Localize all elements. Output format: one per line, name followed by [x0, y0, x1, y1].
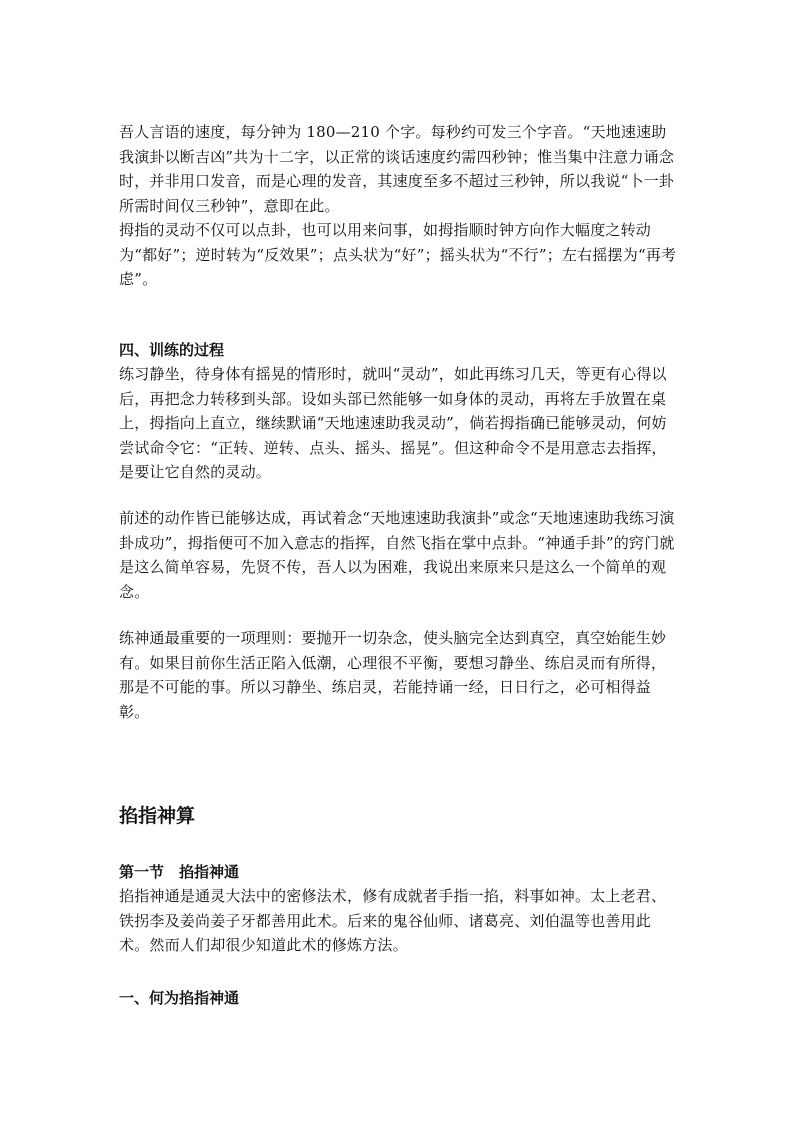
- paragraph-thumb-movement: 拇指的灵动不仅可以点卦，也可以用来问事，如拇指顺时钟方向作大幅度之转动为“都好”；逆时转为“反效果”；点头状为“好”；摇头状为“不行”；左右摇摆为“再考虑”。: [119, 221, 677, 288]
- training-section-2: [119, 506, 679, 604]
- intro-section: [119, 120, 679, 292]
- subsection-one: [119, 986, 679, 1010]
- training-section-3: [119, 626, 679, 724]
- chapter-title: 掐指神算: [119, 805, 196, 827]
- section-one-heading: 第一节 掐指神通: [119, 863, 240, 881]
- paragraph-training-1: 练习静坐，待身体有摇晃的情形时，就叫“灵动”，如此再练习几天，等更有心得以后，再把念力转移到头部。设如头部已然能够一如身体的灵动，再将左手放置在桌上，拇指向上直立，继续默诵“天地速速助我灵动”，倘若拇指确已能够灵动，何妨尝试命令它：“正转、逆转、点头、摇头、摇晃”。但这种命令不是用意志去指挥，是要让它自然的灵动。: [119, 365, 667, 481]
- paragraph-training-2: 前述的动作皆已能够达成，再试着念“天地速速助我演卦”或念“天地速速助我练习演卦成功”，拇指便可不加入意志的指挥，自然飞指在掌中点卦。“神通手卦”的窍门就是这么简单容易，先贤不传，吾人以为困难，我说出来原来只是这么一个简单的观念。: [119, 509, 675, 601]
- paragraph-training-3: 练神通最重要的一项理则：要抛开一切杂念，使头脑完全达到真空，真空始能生妙有。如果目前你生活正陷入低潮，心理很不平衡，要想习静坐、练启灵而有所得，那是不可能的事。所以习静坐、练启灵，若能持诵一经，日日行之，必可相得益彰。: [119, 629, 667, 721]
- training-heading: 四、训练的过程: [119, 341, 225, 359]
- subsection-heading: 一、何为掐指神通: [119, 989, 240, 1007]
- paragraph-speech-speed: 吾人言语的速度，每分钟为 180—210 个字。每秒约可发三个字音。“天地速速助我演卦以断吉凶”共为十二字，以正常的谈话速度约需四秒钟；惟当集中注意力诵念时，并非用口发音，而是心理的发音，其速度至多不超过三秒钟，所以我说“卜一卦所需时间仅三秒钟”，意即在此。: [119, 123, 675, 215]
- paragraph-section-one: 掐指神通是通灵大法中的密修法术，修有成就者手指一掐，料事如神。太上老君、铁拐李及姜尚姜子牙都善用此术。后来的鬼谷仙师、诸葛亮、刘伯温等也善用此术。然而人们却很少知道此术的修炼方法。: [119, 887, 667, 954]
- chapter-title-block: [119, 802, 679, 830]
- section-one: [119, 860, 679, 958]
- training-section: [119, 338, 679, 485]
